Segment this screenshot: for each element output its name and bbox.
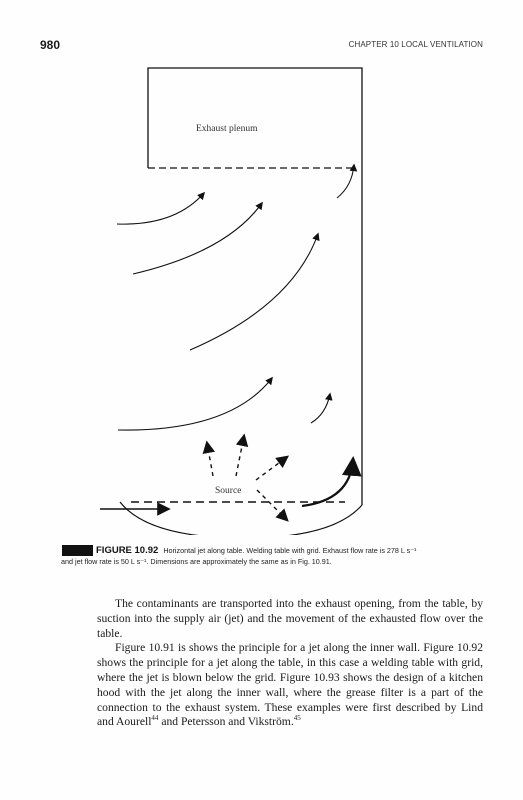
paragraph-2 (97, 641, 483, 730)
running-head: CHAPTER 10 LOCAL VENTILATION (348, 40, 483, 49)
caption-line-1: Horizontal jet along table. Welding table with grid. Exhaust flow rate is 278 L s⁻¹ (163, 546, 417, 555)
airflow-figure (0, 55, 523, 535)
contaminant-arrow-3 (256, 457, 287, 480)
caption-label: FIGURE 10.92 (96, 545, 159, 556)
page-number: 980 (40, 38, 61, 52)
caption-marker-bar (62, 545, 93, 556)
reference-45: 45 (293, 714, 301, 723)
streamline-3 (190, 234, 318, 350)
caption-line-2: and jet flow rate is 50 L s⁻¹. Dimensions are approximately the same as in Fig. 10.91. (61, 557, 332, 566)
paragraph-1: The contaminants are transported into the exhaust opening, from the table, by suction into the supply air (jet) and the movement of the exhausted flow over the table. (97, 597, 483, 640)
source-label: Source (215, 486, 242, 496)
streamline-2 (133, 203, 262, 274)
contaminant-arrow-2 (236, 436, 244, 476)
table-curve (120, 502, 362, 535)
contaminant-arrow-4 (257, 490, 287, 520)
streamline-4 (118, 378, 272, 430)
corner-flow-arrow (302, 460, 353, 506)
paragraph-2-text-a: Figure 10.91 is shows the principle for a jet along the inner wall. Figure 10.92 shows the principle for a jet along the table, in this case a welding table with grid, where the jet is blown below the grid. Figure 10.93 shows the design of a kitchen hood with the jet along the inner wall, where the grease filter is a part of the connection to the exhaust system. These examples were first described by Lind and Aourell (97, 641, 483, 729)
body-text (97, 597, 483, 730)
plenum-entry-arrow (337, 165, 354, 198)
figure-caption (61, 545, 491, 567)
plenum-label: Exhaust plenum (196, 124, 258, 134)
contaminant-arrow-1 (207, 443, 213, 476)
paragraph-2-text-b: and Petersson and Vikström. (158, 715, 294, 729)
streamline-5 (311, 394, 330, 423)
streamline-1 (117, 193, 204, 224)
reference-44: 44 (151, 714, 159, 723)
